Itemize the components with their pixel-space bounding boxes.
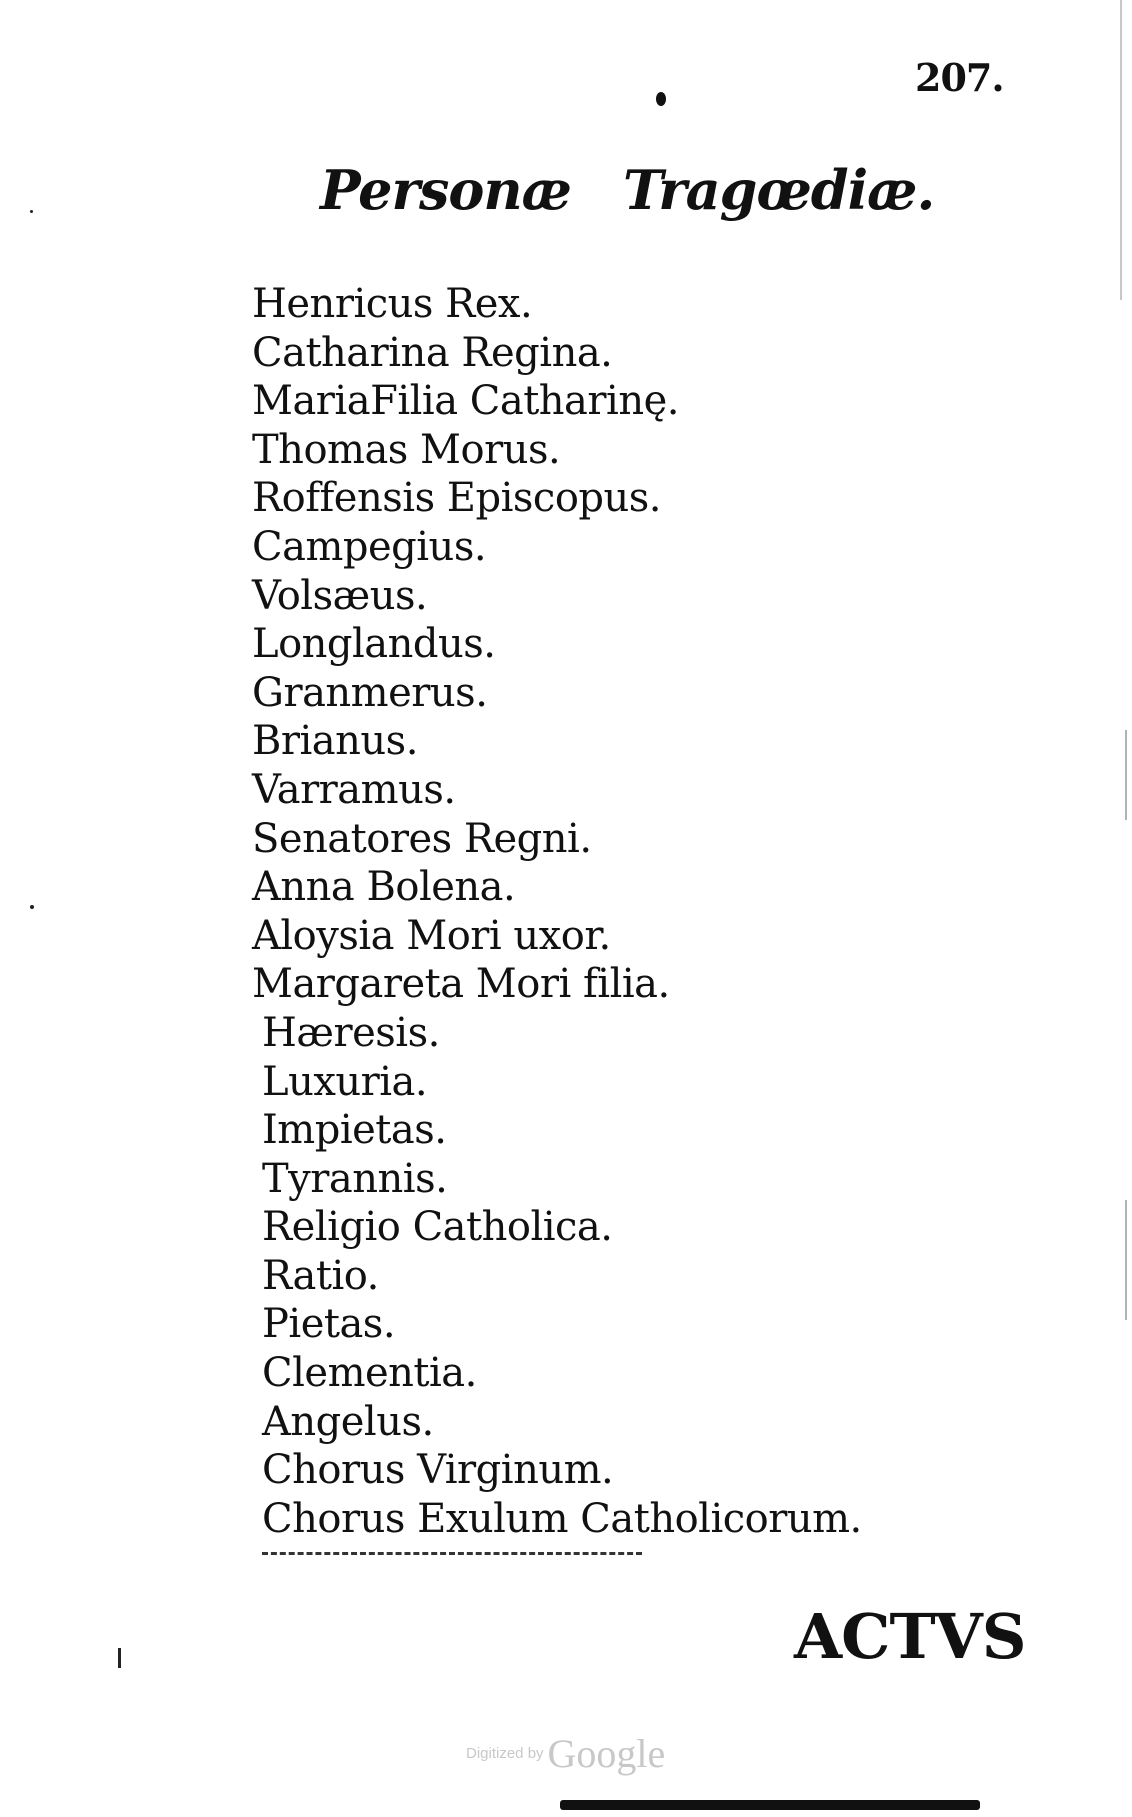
title-word-tragoediae: Tragœdiæ. bbox=[622, 158, 935, 222]
list-item: Luxuria. bbox=[262, 1058, 428, 1105]
list-item: Granmerus. bbox=[252, 669, 488, 716]
dramatis-personae-list bbox=[252, 280, 862, 1543]
bottom-scan-bar bbox=[560, 1800, 980, 1810]
list-item: Margareta Mori filia. bbox=[252, 961, 670, 1008]
title-word-personae: Personæ bbox=[320, 158, 571, 222]
watermark-prefix: Digitized by bbox=[466, 1745, 544, 1762]
page-title bbox=[320, 158, 934, 222]
list-item: Clementia. bbox=[262, 1350, 477, 1397]
ornament-icon bbox=[656, 92, 666, 106]
list-item: Brianus. bbox=[252, 718, 418, 765]
digitized-watermark bbox=[466, 1730, 665, 1777]
list-item: Pietas. bbox=[262, 1301, 396, 1348]
list-item: Hæresis. bbox=[262, 1009, 440, 1056]
list-item: Thomas Morus. bbox=[252, 426, 561, 473]
scan-edge-mark bbox=[118, 1648, 121, 1668]
list-item: Ratio. bbox=[262, 1252, 379, 1299]
scan-edge-mark bbox=[1120, 0, 1122, 300]
bottom-rule bbox=[262, 1552, 642, 1555]
list-item: Chorus Virginum. bbox=[262, 1447, 614, 1494]
list-item: Chorus Exulum Catholicorum. bbox=[262, 1495, 862, 1542]
list-item: Varramus. bbox=[252, 766, 456, 813]
list-item: Tyrannis. bbox=[262, 1155, 448, 1202]
list-item: MariaFilia Catharinę. bbox=[252, 378, 679, 425]
list-item: Campegius. bbox=[252, 523, 487, 570]
scan-edge-mark bbox=[30, 905, 34, 909]
catchword: ACTVS bbox=[794, 1600, 1026, 1673]
list-item: Senatores Regni. bbox=[252, 815, 592, 862]
list-item: Henricus Rex. bbox=[252, 281, 533, 327]
list-item: Catharina Regina. bbox=[252, 329, 613, 376]
list-item: Roffensis Episcopus. bbox=[252, 475, 662, 522]
watermark-brand: Google bbox=[547, 1731, 666, 1776]
list-item: Angelus. bbox=[262, 1398, 434, 1445]
list-item: Longlandus. bbox=[252, 621, 496, 668]
scan-edge-mark bbox=[30, 210, 33, 213]
list-item: Volsæus. bbox=[252, 572, 428, 619]
scan-edge-mark bbox=[1125, 1200, 1127, 1320]
list-item: Impietas. bbox=[262, 1107, 447, 1154]
list-item: Anna Bolena. bbox=[252, 864, 516, 911]
page-number: 207. bbox=[915, 55, 1004, 100]
scan-edge-mark bbox=[1125, 730, 1127, 820]
list-item: Aloysia Mori uxor. bbox=[252, 912, 611, 959]
list-item: Religio Catholica. bbox=[262, 1204, 613, 1251]
